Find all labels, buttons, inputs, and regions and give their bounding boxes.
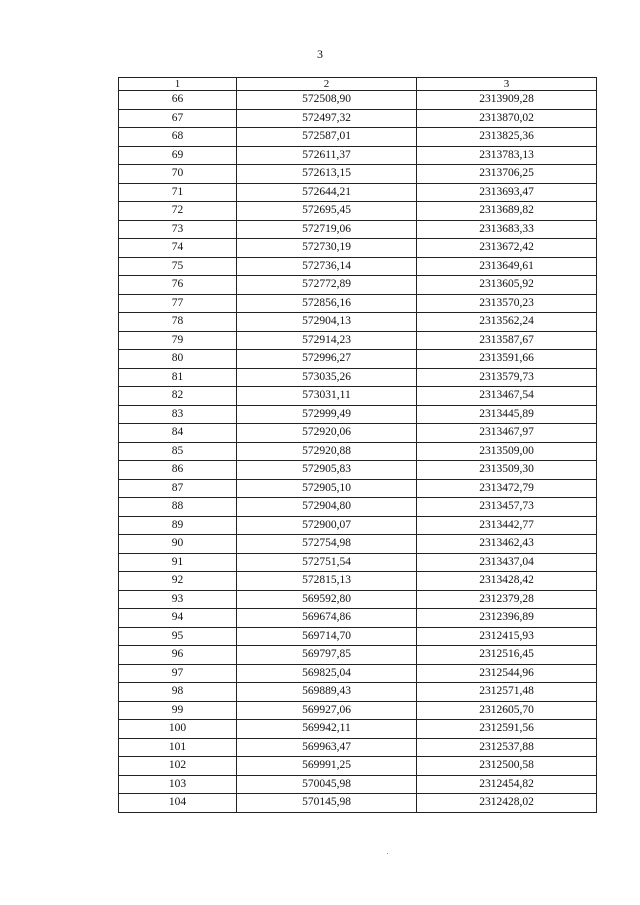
x-coordinate-cell: 572644,21 [237,183,417,202]
y-coordinate-cell: 2313509,00 [417,442,597,461]
coordinates-table [118,77,597,813]
point-number-cell: 86 [119,461,237,480]
table-body [119,91,597,813]
x-coordinate-cell: 572719,06 [237,220,417,239]
table-row [119,738,597,757]
x-coordinate-cell: 572900,07 [237,516,417,535]
point-number-cell: 101 [119,738,237,757]
table-row [119,775,597,794]
x-coordinate-cell: 572914,23 [237,331,417,350]
table-row [119,220,597,239]
y-coordinate-cell: 2313562,24 [417,313,597,332]
y-coordinate-cell: 2312605,70 [417,701,597,720]
point-number-cell: 102 [119,757,237,776]
y-coordinate-cell: 2313689,82 [417,202,597,221]
column-header-2: 2 [237,78,417,91]
point-number-cell: 95 [119,627,237,646]
table-row [119,498,597,517]
x-coordinate-cell: 573035,26 [237,368,417,387]
table-row [119,609,597,628]
point-number-cell: 74 [119,239,237,258]
table-row [119,128,597,147]
table-row [119,387,597,406]
point-number-cell: 82 [119,387,237,406]
point-number-cell: 89 [119,516,237,535]
table-row [119,424,597,443]
y-coordinate-cell: 2313783,13 [417,146,597,165]
y-coordinate-cell: 2312379,28 [417,590,597,609]
x-coordinate-cell: 572508,90 [237,91,417,110]
point-number-cell: 90 [119,535,237,554]
x-coordinate-cell: 569942,11 [237,720,417,739]
y-coordinate-cell: 2313591,66 [417,350,597,369]
x-coordinate-cell: 569963,47 [237,738,417,757]
point-number-cell: 98 [119,683,237,702]
point-number-cell: 75 [119,257,237,276]
table-row [119,91,597,110]
x-coordinate-cell: 569991,25 [237,757,417,776]
table-row [119,664,597,683]
table-row [119,239,597,258]
y-coordinate-cell: 2313909,28 [417,91,597,110]
table-row [119,313,597,332]
y-coordinate-cell: 2313445,89 [417,405,597,424]
header-row [119,78,597,91]
x-coordinate-cell: 572904,80 [237,498,417,517]
point-number-cell: 99 [119,701,237,720]
y-coordinate-cell: 2313683,33 [417,220,597,239]
x-coordinate-cell: 572611,37 [237,146,417,165]
x-coordinate-cell: 572736,14 [237,257,417,276]
x-coordinate-cell: 572999,49 [237,405,417,424]
point-number-cell: 73 [119,220,237,239]
point-number-cell: 92 [119,572,237,591]
y-coordinate-cell: 2312516,45 [417,646,597,665]
y-coordinate-cell: 2313472,79 [417,479,597,498]
y-coordinate-cell: 2313570,23 [417,294,597,313]
y-coordinate-cell: 2313706,25 [417,165,597,184]
table-row [119,442,597,461]
point-number-cell: 85 [119,442,237,461]
y-coordinate-cell: 2313462,43 [417,535,597,554]
table-row [119,257,597,276]
x-coordinate-cell: 572920,88 [237,442,417,461]
x-coordinate-cell: 572904,13 [237,313,417,332]
y-coordinate-cell: 2313649,61 [417,257,597,276]
point-number-cell: 104 [119,794,237,813]
y-coordinate-cell: 2313457,73 [417,498,597,517]
point-number-cell: 103 [119,775,237,794]
x-coordinate-cell: 572695,45 [237,202,417,221]
x-coordinate-cell: 570045,98 [237,775,417,794]
column-header-3: 3 [417,78,597,91]
x-coordinate-cell: 569674,86 [237,609,417,628]
point-number-cell: 97 [119,664,237,683]
x-coordinate-cell: 572587,01 [237,128,417,147]
y-coordinate-cell: 2312396,89 [417,609,597,628]
point-number-cell: 76 [119,276,237,295]
table-row [119,627,597,646]
x-coordinate-cell: 572856,16 [237,294,417,313]
x-coordinate-cell: 569714,70 [237,627,417,646]
table-row [119,276,597,295]
table-row [119,720,597,739]
y-coordinate-cell: 2313509,30 [417,461,597,480]
point-number-cell: 93 [119,590,237,609]
x-coordinate-cell: 572730,19 [237,239,417,258]
table-row [119,683,597,702]
point-number-cell: 77 [119,294,237,313]
x-coordinate-cell: 572996,27 [237,350,417,369]
point-number-cell: 100 [119,720,237,739]
table-row [119,516,597,535]
table-row [119,553,597,572]
table-row [119,183,597,202]
point-number-cell: 83 [119,405,237,424]
x-coordinate-cell: 572497,32 [237,109,417,128]
y-coordinate-cell: 2313428,42 [417,572,597,591]
y-coordinate-cell: 2313442,77 [417,516,597,535]
page-number: 3 [317,47,323,61]
x-coordinate-cell: 569889,43 [237,683,417,702]
table-row [119,590,597,609]
x-coordinate-cell: 570145,98 [237,794,417,813]
scan-speck [387,853,388,854]
x-coordinate-cell: 573031,11 [237,387,417,406]
y-coordinate-cell: 2312544,96 [417,664,597,683]
point-number-cell: 70 [119,165,237,184]
table-row [119,461,597,480]
y-coordinate-cell: 2313693,47 [417,183,597,202]
point-number-cell: 68 [119,128,237,147]
table-row [119,146,597,165]
point-number-cell: 78 [119,313,237,332]
column-header-1: 1 [119,78,237,91]
point-number-cell: 81 [119,368,237,387]
x-coordinate-cell: 572772,89 [237,276,417,295]
y-coordinate-cell: 2313587,67 [417,331,597,350]
table-row [119,368,597,387]
x-coordinate-cell: 572751,54 [237,553,417,572]
table-row [119,202,597,221]
y-coordinate-cell: 2312454,82 [417,775,597,794]
y-coordinate-cell: 2313672,42 [417,239,597,258]
point-number-cell: 88 [119,498,237,517]
x-coordinate-cell: 572920,06 [237,424,417,443]
table-row [119,701,597,720]
y-coordinate-cell: 2313870,02 [417,109,597,128]
x-coordinate-cell: 569825,04 [237,664,417,683]
point-number-cell: 84 [119,424,237,443]
table-row [119,479,597,498]
point-number-cell: 91 [119,553,237,572]
point-number-cell: 96 [119,646,237,665]
point-number-cell: 94 [119,609,237,628]
y-coordinate-cell: 2313467,97 [417,424,597,443]
y-coordinate-cell: 2312428,02 [417,794,597,813]
table-row [119,165,597,184]
point-number-cell: 67 [119,109,237,128]
y-coordinate-cell: 2313437,04 [417,553,597,572]
table-row [119,109,597,128]
point-number-cell: 66 [119,91,237,110]
table-row [119,646,597,665]
x-coordinate-cell: 572815,13 [237,572,417,591]
y-coordinate-cell: 2312500,58 [417,757,597,776]
y-coordinate-cell: 2312591,56 [417,720,597,739]
y-coordinate-cell: 2313605,92 [417,276,597,295]
table-row [119,535,597,554]
table-row [119,331,597,350]
x-coordinate-cell: 569592,80 [237,590,417,609]
x-coordinate-cell: 572613,15 [237,165,417,184]
y-coordinate-cell: 2312415,93 [417,627,597,646]
x-coordinate-cell: 572905,10 [237,479,417,498]
y-coordinate-cell: 2313825,36 [417,128,597,147]
y-coordinate-cell: 2312571,48 [417,683,597,702]
table-row [119,294,597,313]
point-number-cell: 72 [119,202,237,221]
table-row [119,794,597,813]
point-number-cell: 69 [119,146,237,165]
y-coordinate-cell: 2312537,88 [417,738,597,757]
table-header [119,78,597,91]
x-coordinate-cell: 569797,85 [237,646,417,665]
point-number-cell: 71 [119,183,237,202]
x-coordinate-cell: 572905,83 [237,461,417,480]
x-coordinate-cell: 572754,98 [237,535,417,554]
point-number-cell: 79 [119,331,237,350]
x-coordinate-cell: 569927,06 [237,701,417,720]
table-row [119,350,597,369]
table-row [119,405,597,424]
point-number-cell: 80 [119,350,237,369]
table-row [119,572,597,591]
point-number-cell: 87 [119,479,237,498]
table-row [119,757,597,776]
y-coordinate-cell: 2313579,73 [417,368,597,387]
y-coordinate-cell: 2313467,54 [417,387,597,406]
